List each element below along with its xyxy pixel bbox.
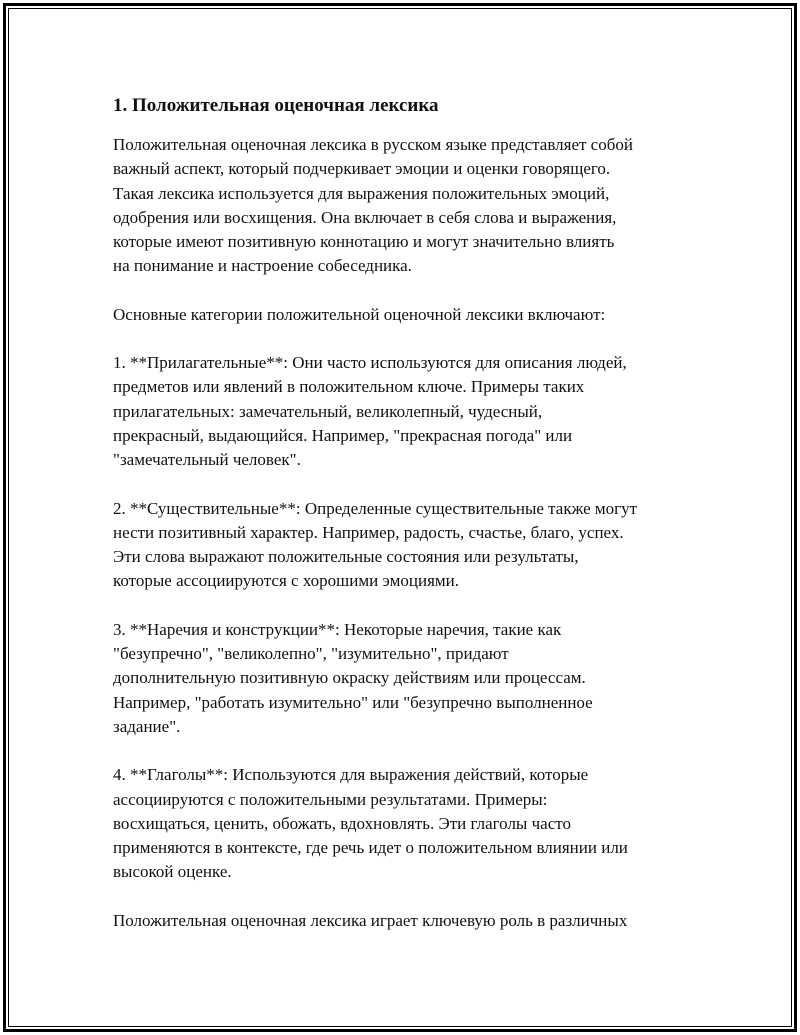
document-body <box>113 93 713 957</box>
text-line: предметов или явлений в положительном ключе. Примеры таких <box>113 377 585 397</box>
text-line: Например, "работать изумительно" или "безупречно выполненное <box>113 692 593 712</box>
text-line: 3. **Наречия и конструкции**: Некоторые наречия, такие как <box>113 619 562 639</box>
text-line: ассоциируются с положительными результатами. Примеры: <box>113 789 548 809</box>
paragraph <box>113 133 713 279</box>
text-line: которые имеют позитивную коннотацию и могут значительно влиять <box>113 232 615 252</box>
text-line: Эти слова выражают положительные состояния или результаты, <box>113 547 579 567</box>
text-line: дополнительную позитивную окраску действиям или процессам. <box>113 668 586 688</box>
text-line: Положительная оценочная лексика играет ключевую роль в различных <box>113 910 628 930</box>
text-line: применяются в контексте, где речь идет о положительном влиянии или <box>113 838 628 858</box>
text-line: важный аспект, который подчеркивает эмоции и оценки говорящего. <box>113 159 611 179</box>
text-line: прекрасный, выдающийся. Например, "прекрасная погода" или <box>113 425 573 445</box>
text-line: 4. **Глаголы**: Используются для выражения действий, которые <box>113 765 589 785</box>
text-line: Такая лексика используется для выражения положительных эмоций, <box>113 183 610 203</box>
paragraph <box>113 618 713 739</box>
text-line: Положительная оценочная лексика в русском языке представляет собой <box>113 135 633 154</box>
paragraphs-container <box>113 133 713 933</box>
text-line: "безупречно", "великолепно", "изумительно", придают <box>113 644 509 664</box>
paragraph <box>113 497 713 594</box>
text-line: на понимание и настроение собеседника. <box>113 256 412 276</box>
paragraph <box>113 909 713 933</box>
text-line: одобрения или восхищения. Она включает в себя слова и выражения, <box>113 207 617 227</box>
text-line: задание". <box>113 716 181 736</box>
text-line: нести позитивный характер. Например, радость, счастье, благо, успех. <box>113 522 624 542</box>
text-line: восхищаться, ценить, обожать, вдохновлять. Эти глаголы часто <box>113 813 571 833</box>
text-line: которые ассоциируются с хорошими эмоциями. <box>113 571 459 591</box>
text-line: 2. **Существительные**: Определенные существительные также могут <box>113 498 638 518</box>
text-line: "замечательный человек". <box>113 450 301 470</box>
paragraph <box>113 351 713 472</box>
text-line: высокой оценке. <box>113 862 232 882</box>
section-title: 1. Положительная оценочная лексика <box>113 95 439 116</box>
paragraph <box>113 763 713 884</box>
text-line: Основные категории положительной оценочной лексики включают: <box>113 304 606 324</box>
paragraph <box>113 303 713 327</box>
text-line: 1. **Прилагательные**: Они часто используются для описания людей, <box>113 353 627 373</box>
text-line: прилагательных: замечательный, великолепный, чудесный, <box>113 401 543 421</box>
